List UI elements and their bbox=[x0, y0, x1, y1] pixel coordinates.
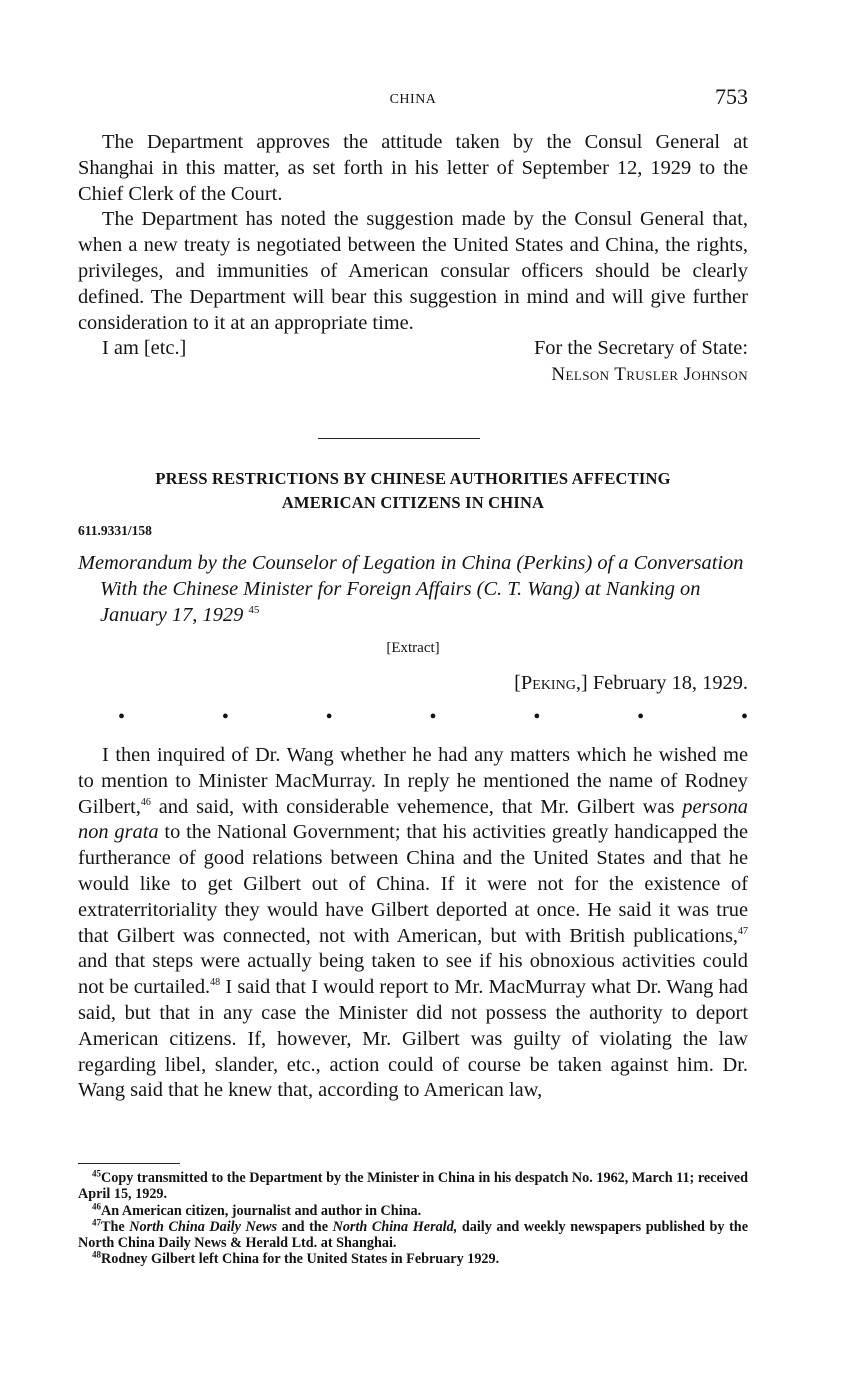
footnote bbox=[78, 1200, 748, 1219]
memo-title bbox=[78, 550, 748, 628]
text-run: I then inquired of Dr. Wang whether he had any matters which he wished me to mention to Minister MacMurray. In reply he mentioned the name of Rodney Gilbert, bbox=[78, 744, 748, 818]
italic-term: persona non grata bbox=[78, 795, 748, 844]
footnote-marker: 48 bbox=[92, 1249, 101, 1260]
paragraph bbox=[78, 743, 748, 1104]
ellipsis-dot: • bbox=[740, 706, 748, 728]
ellipsis-dot: • bbox=[533, 706, 541, 728]
footnote-text: The bbox=[101, 1218, 130, 1235]
footnote-text: and the bbox=[277, 1218, 333, 1235]
running-head: CHINA bbox=[389, 92, 437, 107]
footnote-ref: 45 bbox=[248, 604, 260, 617]
extract-label: [Extract] bbox=[386, 640, 440, 656]
signature: Nelson Trusler Johnson bbox=[551, 364, 748, 386]
footnotes bbox=[78, 1170, 748, 1268]
paragraph: The Department approves the attitude taken by the Consul General at Shanghai in this matter, as set forth in his letter of September 12, 1929 to the Chief Clerk of the Court. bbox=[78, 131, 748, 205]
memo-title-text: Memorandum by the Counselor of Legation in China (Perkins) of a Conversation With the Chinese Minister for Foreign Affairs (C. T. Wang) at Nanking on January 17, 1929 bbox=[78, 552, 744, 626]
dateline-date: February 18, 1929. bbox=[592, 672, 748, 694]
letter-conclusion bbox=[78, 130, 748, 388]
ellipsis-dot: • bbox=[221, 706, 229, 728]
page-number: 753 bbox=[715, 84, 748, 109]
ellipsis-dot: • bbox=[429, 706, 437, 728]
omission-ellipsis bbox=[118, 706, 748, 729]
paragraph: The Department has noted the suggestion made by the Consul General that, when a new treaty is negotiated between the United States and China, the rights, privileges, and immunities of American consular officers should be clearly defined. The Department will bear this suggestion in mind and will give further consideration to it at an appropriate time. bbox=[78, 208, 748, 334]
signature-prefix: For the Secretary of State: bbox=[533, 337, 748, 360]
footnote-text: Copy transmitted to the Department by the Minister in China in his despatch No. 1962, March 11; received April 15, 1929. bbox=[78, 1170, 748, 1203]
footnote-italic: North China Daily News bbox=[129, 1218, 278, 1235]
text-run: I said that I would report to Mr. MacMurray what Dr. Wang had said, but that in any case the Minister did not possess the authority to deport American citizens. If, however, Mr. Gilbert was guilty of violating the law regarding libel, slander, etc., action could of course be taken against him. Dr. Wang said that he knew that, according to American law, bbox=[78, 976, 748, 1102]
file-number: 611.9331/158 bbox=[78, 523, 152, 538]
footnote-ref: 46 bbox=[140, 796, 151, 808]
ellipsis-dot: • bbox=[637, 706, 645, 728]
footnote-ref: 48 bbox=[210, 977, 221, 989]
page-header bbox=[78, 84, 748, 114]
dateline-place: [Peking,] bbox=[514, 672, 588, 694]
footnote-ref: 47 bbox=[738, 925, 748, 937]
section-heading-line: AMERICAN CITIZENS IN CHINA bbox=[281, 493, 545, 512]
section-heading-line: PRESS RESTRICTIONS BY CHINESE AUTHORITIES AFFECTING bbox=[155, 469, 671, 488]
text-run: and that steps were actually being taken to see if his obnoxious activities could not be curtailed. bbox=[78, 950, 748, 999]
footnote-italic: North China Herald, bbox=[332, 1218, 458, 1235]
section-heading bbox=[78, 467, 748, 515]
footnote bbox=[78, 1219, 748, 1252]
text-run: to the National Government; that his activities greatly handicapped the furtherance of good relations between China and the United States and that he would like to get Gilbert out of China. If it were not for the existence of extraterritoriality they would have Gilbert deported at once. He said it was true that Gilbert was connected, not with American, but with British publications, bbox=[78, 821, 748, 947]
footnote-marker: 47 bbox=[92, 1217, 101, 1228]
footnote-marker: 46 bbox=[92, 1200, 101, 1211]
text-run: and said, with considerable vehemence, that Mr. Gilbert was bbox=[150, 795, 683, 818]
section-divider bbox=[318, 438, 480, 439]
footnote-divider bbox=[78, 1163, 180, 1164]
footnote bbox=[78, 1170, 748, 1203]
dateline bbox=[514, 672, 748, 695]
footnote-text: daily and weekly newspapers published by the North China Daily News & Herald Ltd. at Shanghai. bbox=[78, 1218, 748, 1252]
ellipsis-dot: • bbox=[325, 706, 333, 728]
footnote bbox=[78, 1251, 748, 1267]
closing-line bbox=[78, 336, 748, 362]
footnote-marker: 45 bbox=[92, 1168, 101, 1179]
footnote-text: An American citizen, journalist and author in China. bbox=[101, 1202, 422, 1219]
memo-body bbox=[78, 743, 748, 1104]
closing-salutation: I am [etc.] bbox=[102, 337, 187, 360]
ellipsis-dot: • bbox=[118, 706, 126, 728]
footnote-text: Rodney Gilbert left China for the United States in February 1929. bbox=[101, 1251, 500, 1268]
